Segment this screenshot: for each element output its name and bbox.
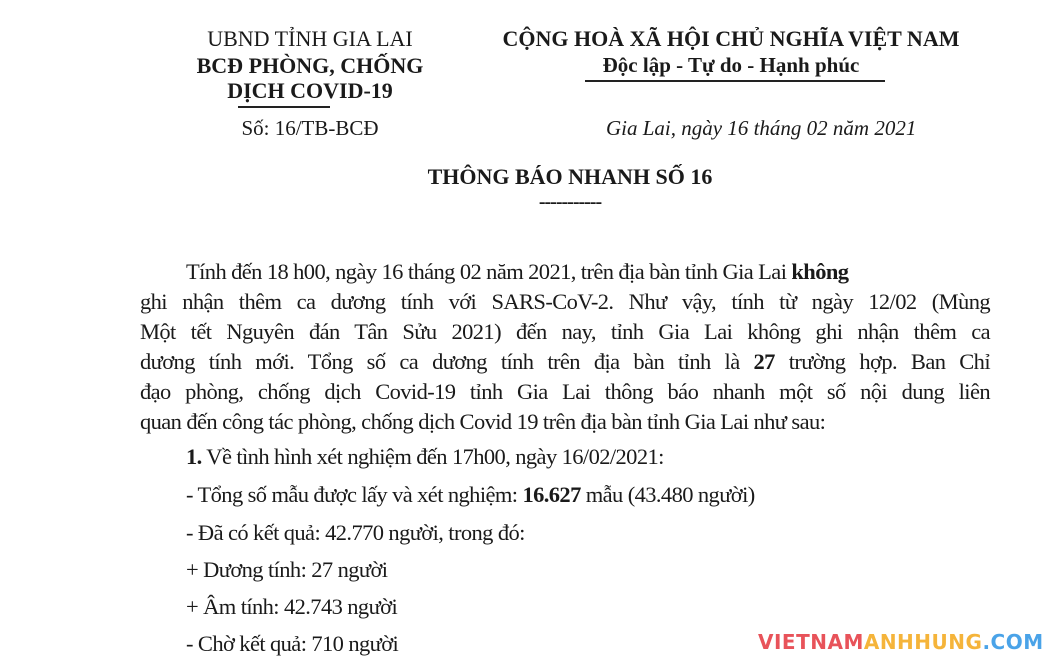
emphasis: không bbox=[791, 259, 849, 284]
section-number: 1. bbox=[186, 444, 202, 469]
text: dương tính mới. Tổng số ca dương tính trên địa bàn tỉnh là bbox=[140, 349, 754, 374]
paragraph-line bbox=[140, 317, 990, 347]
text: đạo phòng, chống dịch Covid-19 tỉnh Gia Lai thông báo nhanh một số nội dung liên bbox=[140, 379, 990, 404]
list-item bbox=[186, 518, 525, 548]
list-item bbox=[186, 480, 755, 510]
document-number: Số: 16/TB-BCĐ bbox=[241, 116, 379, 140]
watermark-part: VIETNAM bbox=[758, 630, 864, 654]
watermark-part: .COM bbox=[982, 630, 1044, 654]
national-title: CỘNG HOÀ XÃ HỘI CHỦ NGHĨA VIỆT NAM bbox=[502, 26, 960, 51]
document-title: THÔNG BÁO NHANH SỐ 16 bbox=[427, 164, 713, 189]
text: + Âm tính: 42.743 người bbox=[186, 594, 398, 619]
issuing-committee-line1: BCĐ PHÒNG, CHỐNG bbox=[196, 53, 424, 78]
text: ghi nhận thêm ca dương tính với SARS-CoV-2. Như vậy, tính từ ngày 12/02 (Mùng bbox=[140, 289, 990, 314]
watermark-logo bbox=[758, 628, 1044, 656]
watermark-part: ANHHUNG bbox=[863, 630, 983, 654]
header-left-divider bbox=[238, 106, 330, 108]
text: - Tổng số mẫu được lấy và xét nghiệm: bbox=[186, 482, 523, 507]
text: + Dương tính: 27 người bbox=[186, 557, 388, 582]
text: - Chờ kết quả: 710 người bbox=[186, 631, 399, 656]
list-item bbox=[186, 592, 397, 622]
text: trường hợp. Ban Chỉ bbox=[774, 349, 990, 374]
issuing-authority: UBND TỈNH GIA LAI bbox=[207, 26, 413, 51]
place-and-date: Gia Lai, ngày 16 tháng 02 năm 2021 bbox=[606, 116, 917, 140]
text: Một tết Nguyên đán Tân Sửu 2021) đến nay, tỉnh Gia Lai không ghi nhận thêm ca bbox=[140, 319, 990, 344]
emphasis: 27 bbox=[753, 349, 775, 374]
text: quan đến công tác phòng, chống dịch Covid 19 trên địa bàn tỉnh Gia Lai như sau: bbox=[140, 409, 826, 434]
header-right-divider bbox=[585, 80, 885, 82]
list-item bbox=[186, 629, 398, 659]
section-heading bbox=[186, 442, 664, 472]
title-separator: ----------- bbox=[538, 191, 602, 213]
paragraph-line bbox=[140, 377, 990, 407]
text: - Đã có kết quả: 42.770 người, trong đó: bbox=[186, 520, 525, 545]
paragraph-line bbox=[140, 347, 990, 377]
text: mẫu (43.480 người) bbox=[580, 482, 755, 507]
list-item bbox=[186, 555, 387, 585]
section-heading-text: Về tình hình xét nghiệm đến 17h00, ngày 16/02/2021: bbox=[201, 444, 664, 469]
national-motto: Độc lập - Tự do - Hạnh phúc bbox=[602, 53, 860, 77]
paragraph-line bbox=[140, 407, 990, 437]
paragraph-line bbox=[140, 287, 990, 317]
emphasis: 16.627 bbox=[522, 482, 581, 507]
issuing-committee-line2: DỊCH COVID-19 bbox=[227, 78, 393, 103]
text: Tính đến 18 h00, ngày 16 tháng 02 năm 2021, trên địa bàn tỉnh Gia Lai bbox=[186, 259, 792, 284]
paragraph-line bbox=[186, 257, 990, 287]
